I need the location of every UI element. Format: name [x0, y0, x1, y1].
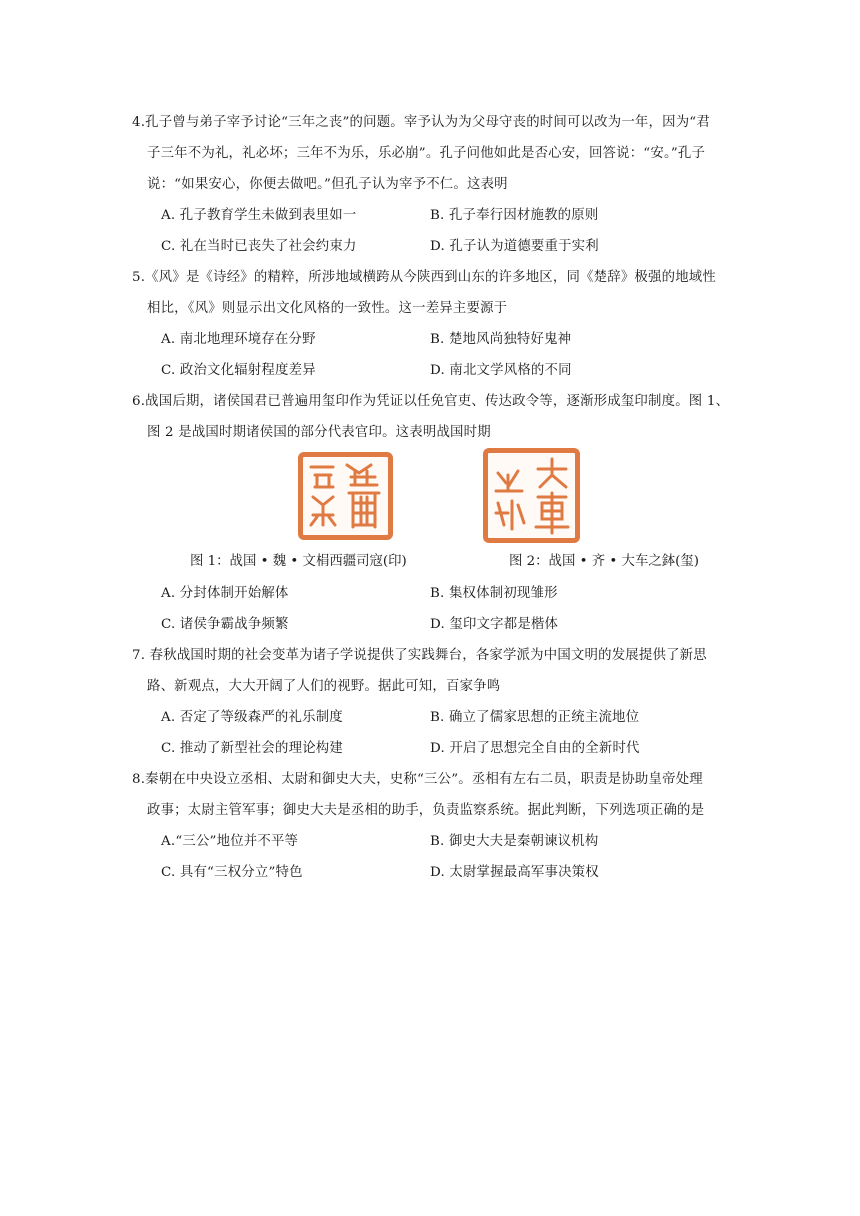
option-d: D. 孔子认为道德要重于实利	[430, 239, 599, 254]
seal-glyphs-icon	[303, 457, 388, 535]
option-a: A. 南北地理环境存在分野	[161, 332, 316, 347]
option-c: C. 诸侯争霸战争频繁	[161, 617, 289, 632]
option-d: D. 玺印文字都是楷体	[430, 617, 559, 632]
option-a: A. 孔子教育学生未做到表里如一	[161, 208, 357, 223]
option-a: A. 分封体制开始解体	[161, 586, 289, 601]
question-stem-line: 政事；太尉主管军事；御史大夫是丞相的助手，负责监察系统。据此判断，下列选项正确的是	[147, 803, 705, 818]
question-stem-line: 8.秦朝在中央设立丞相、太尉和御史大夫，史称“三公”。丞相有左右二员，职责是协助皇帝处理	[132, 772, 703, 787]
option-c: C. 具有“三权分立”特色	[161, 865, 303, 880]
question-stem-line: 7. 春秋战国时期的社会变革为诸子学说提供了实践舞台，各家学派为中国文明的发展提供了新思	[132, 648, 707, 663]
option-d: D. 南北文学风格的不同	[430, 363, 572, 378]
seal-image-fig2	[483, 448, 580, 543]
question-stem-line: 4.孔子曾与弟子宰予讨论“三年之丧”的问题。宰予认为为父母守丧的时间可以改为一年，因为“君	[132, 115, 710, 130]
option-b: B. 楚地风尚独特好鬼神	[430, 332, 572, 347]
figure-caption-2: 图 2：战国 • 齐 • 大车之鉢(玺)	[509, 554, 699, 569]
question-stem-line: 5.《风》是《诗经》的精粹，所涉地域横跨从今陕西到山东的许多地区，同《楚辞》极强的地域性	[132, 270, 716, 285]
option-c: C. 礼在当时已丧失了社会约束力	[161, 239, 357, 254]
option-c: C. 政治文化辐射程度差异	[161, 363, 316, 378]
option-d: D. 太尉掌握最高军事决策权	[430, 865, 599, 880]
option-c: C. 推动了新型社会的理论构建	[161, 741, 343, 756]
question-stem-line: 子三年不为礼，礼必坏；三年不为乐，乐必崩”。孔子问他如此是否心安，回答说：“安。”孔子	[147, 146, 706, 161]
option-a: A. 否定了等级森严的礼乐制度	[161, 710, 343, 725]
option-b: B. 御史大夫是秦朝谏议机构	[430, 834, 599, 849]
question-stem-line: 6.战国后期，诸侯国君已普遍用玺印作为凭证以任免官吏、传达政令等，逐渐形成玺印制度。图 1、	[132, 394, 730, 409]
seal-glyphs-icon	[488, 453, 575, 538]
option-d: D. 开启了思想完全自由的全新时代	[430, 741, 640, 756]
question-stem-line: 说：“如果安心，你便去做吧。”但孔子认为宰予不仁。这表明	[147, 177, 508, 192]
option-b: B. 孔子奉行因材施教的原则	[430, 208, 599, 223]
question-stem-line: 路、新观点，大大开阔了人们的视野。据此可知，百家争鸣	[147, 679, 501, 694]
question-stem-line: 相比，《风》则显示出文化风格的一致性。这一差异主要源于	[147, 301, 508, 316]
figure-caption-1: 图 1：战国 • 魏 • 文梋西疆司寇(印)	[190, 554, 407, 569]
option-b: B. 集权体制初现雏形	[430, 586, 558, 601]
option-a: A.“三公”地位并不平等	[161, 834, 299, 849]
option-b: B. 确立了儒家思想的正统主流地位	[430, 710, 640, 725]
question-stem-line: 图 2 是战国时期诸侯国的部分代表官印。这表明战国时期	[147, 425, 491, 440]
seal-image-fig1	[298, 452, 393, 540]
